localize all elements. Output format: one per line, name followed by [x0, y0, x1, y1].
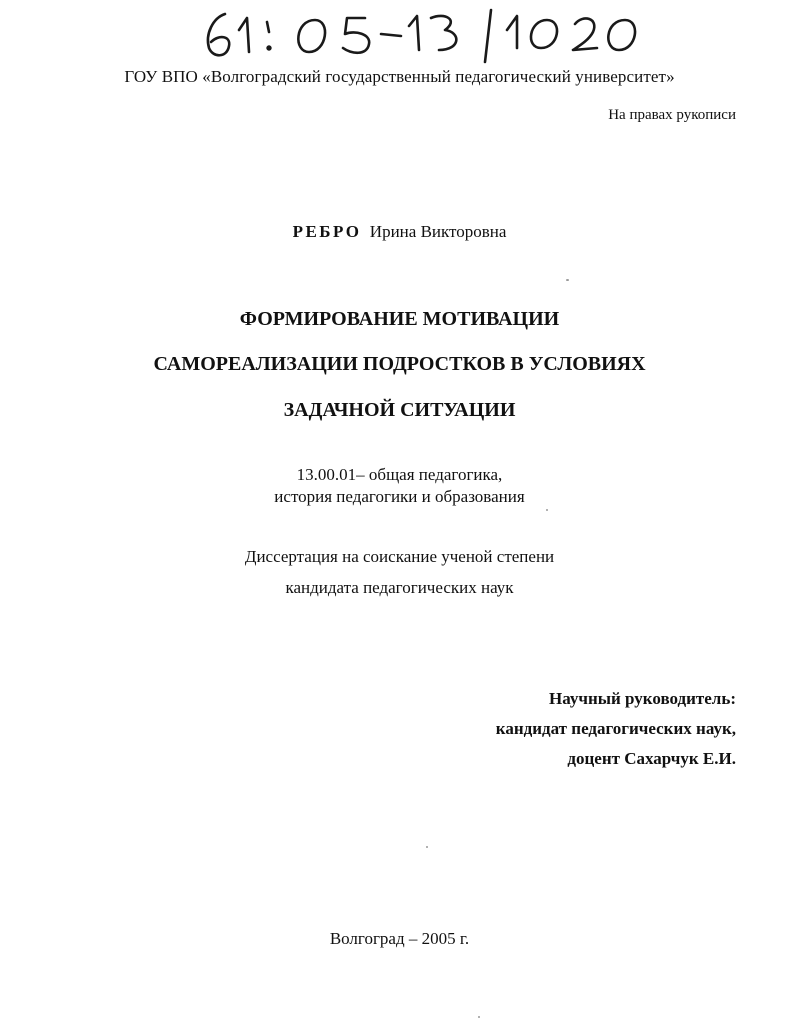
archive-number-handwritten [195, 4, 655, 70]
author-given-names: Ирина Викторовна [369, 222, 507, 241]
supervisor-name: доцент Сахарчук Е.И. [567, 749, 736, 768]
specialty-code: 13.00.01– общая педагогика, [296, 465, 503, 484]
scan-speck [566, 279, 569, 281]
dissertation-title-line-3: ЗАДАЧНОЙ СИТУАЦИИ [283, 399, 516, 421]
scan-speck [546, 509, 548, 511]
supervisor-degree: кандидат педагогических наук, [495, 719, 736, 738]
author-surname: РЕБРО [292, 222, 362, 241]
university-name: ГОУ ВПО «Волгоградский государственный педагогический университет» [124, 67, 675, 86]
supervisor-heading: Научный руководитель: [549, 689, 736, 708]
degree-name: кандидата педагогических наук [285, 578, 514, 597]
degree-statement: Диссертация на соискание ученой степени [244, 547, 555, 566]
dissertation-title-line-2: САМОРЕАЛИЗАЦИИ ПОДРОСТКОВ В УСЛОВИЯХ [153, 353, 646, 375]
manuscript-rights-note: На правах рукописи [608, 107, 736, 123]
archive-number-stroke [195, 4, 655, 70]
scan-speck [478, 1016, 480, 1018]
author-name [0, 222, 799, 242]
specialty-name: история педагогики и образования [274, 487, 525, 506]
scan-speck [426, 846, 428, 848]
city-and-year: Волгоград – 2005 г. [329, 929, 470, 948]
dissertation-title-line-1: ФОРМИРОВАНИЕ МОТИВАЦИИ [239, 308, 560, 330]
